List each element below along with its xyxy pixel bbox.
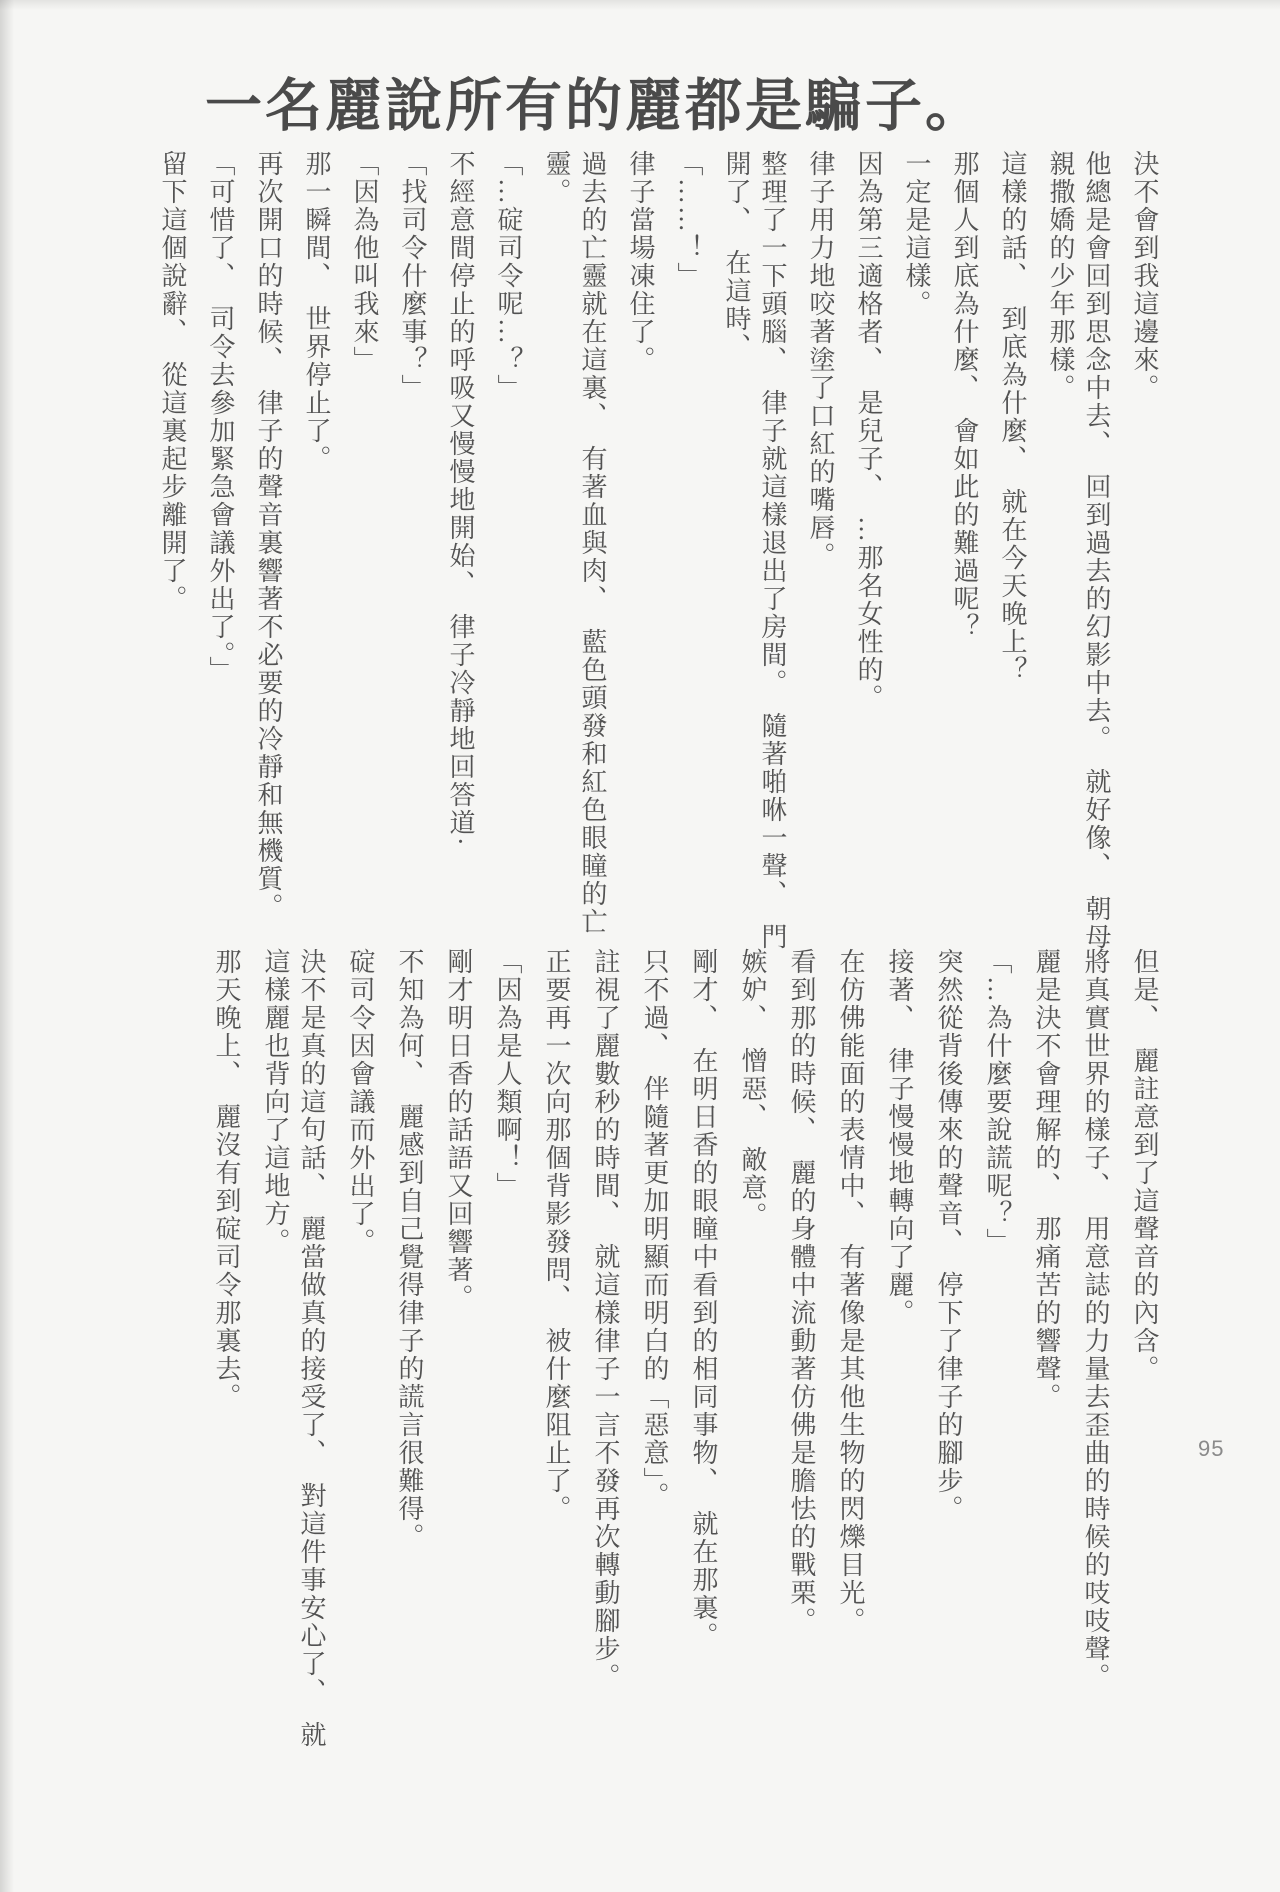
paragraph: 嫉妒、 憎惡、 敵意。: [738, 948, 767, 1230]
paragraph: 碇司令因會議而外出了。: [346, 948, 375, 1256]
upper-text-block: [142, 150, 1162, 952]
paragraph: 註視了麗數秒的時間、 就這樣律子一言不發再次轉動腳步。: [591, 948, 620, 1691]
paragraph: 決不會到我這邊來。: [1130, 150, 1159, 402]
paragraph: 再次開口的時候、 律子的聲音裏響著不必要的冷靜和無機質。: [254, 150, 283, 921]
paragraph: 那天晚上、 麗沒有到碇司令那裏去。: [212, 948, 241, 1411]
paragraph: 將真實世界的樣子、 用意誌的力量去歪曲的時候的吱吱聲。: [1081, 948, 1110, 1691]
paragraph: 剛才、 在明日香的眼瞳中看到的相同事物、 就在那裏。: [689, 948, 718, 1650]
paragraph: 接著、 律子慢慢地轉向了麗。: [885, 948, 914, 1327]
paragraph: 不知為何、 麗感到自己覺得律子的謊言很難得。: [395, 948, 424, 1551]
paragraph: 那一瞬間、 世界停止了。: [302, 150, 331, 473]
paragraph: 律子當場凍住了。: [626, 150, 655, 374]
paragraph: 正要再一次向那個背影發問、 被什麼阻止了。: [542, 948, 571, 1523]
paragraph: 那個人到底為什麼、 會如此的難過呢？: [950, 150, 979, 641]
paragraph: 不經意間停止的呼吸又慢慢地開始、 律子冷靜地回答道·: [446, 150, 475, 848]
paragraph: 留下這個說辭、 從這裏起步離開了。: [158, 150, 187, 613]
paragraph: 看到那的時候、 麗的身體中流動著仿佛是膽怯的戰栗。: [787, 948, 816, 1635]
paragraph: 他總是會回到思念中去、 回到過去的幻影中去。 就好像、 朝母親撒嬌的少年那樣。: [1046, 150, 1111, 951]
page-top-edge-shadow: [0, 0, 1280, 10]
paragraph: 過去的亡靈就在這裏、 有著血與肉、 藍色頭發和紅色眼瞳的亡靈。: [542, 150, 607, 936]
paragraph: 只不過、 伴隨著更加明顯而明白的「惡意」。: [640, 948, 669, 1510]
paragraph: 「……！」: [674, 150, 703, 290]
lower-text-block: [195, 948, 1162, 1750]
paragraph: 這樣的話、 到底為什麼、 就在今天晚上？: [998, 150, 1027, 684]
paragraph: 麗是決不會理解的、 那痛苦的響聲。: [1032, 948, 1061, 1411]
paragraph: 律子用力地咬著塗了口紅的嘴唇。: [806, 150, 835, 570]
paragraph: 因為第三適格者、 是兒子、 …那名女性的。: [854, 150, 883, 712]
paragraph: 「…碇司令呢…？」: [494, 150, 523, 402]
paragraph: 「可惜了、 司令去參加緊急會議外出了。」: [206, 150, 235, 684]
paragraph: 「因為他叫我來」: [350, 150, 379, 374]
paragraph: 一定是這樣。: [902, 150, 931, 318]
paragraph: 但是、 麗註意到了這聲音的內含。: [1130, 948, 1159, 1383]
paragraph: 「因為是人類啊！」: [493, 948, 522, 1200]
paragraph: 「…為什麼要說謊呢？」: [983, 948, 1012, 1256]
page-number: 95: [1198, 1436, 1225, 1461]
paragraph: 「找司令什麼事？」: [398, 150, 427, 402]
paragraph: 決不是真的這句話、 麗當做真的接受了、 對這件事安心了、 就這樣麗也背向了這地方。: [261, 948, 326, 1749]
paragraph: 突然從背後傳來的聲音、 停下了律子的腳步。: [934, 948, 963, 1523]
page-title: 一名麗說所有的麗都是騙子。: [205, 75, 985, 139]
page-left-edge-shadow: [0, 0, 14, 1892]
paragraph: 整理了一下頭腦、 律子就這樣退出了房間。 隨著啪咻一聲、 門開了、 在這時、: [722, 150, 787, 951]
paragraph: 在仿佛能面的表情中、 有著像是其他生物的閃爍目光。: [836, 948, 865, 1635]
paragraph: 剛才明日香的話語又回響著。: [444, 948, 473, 1312]
